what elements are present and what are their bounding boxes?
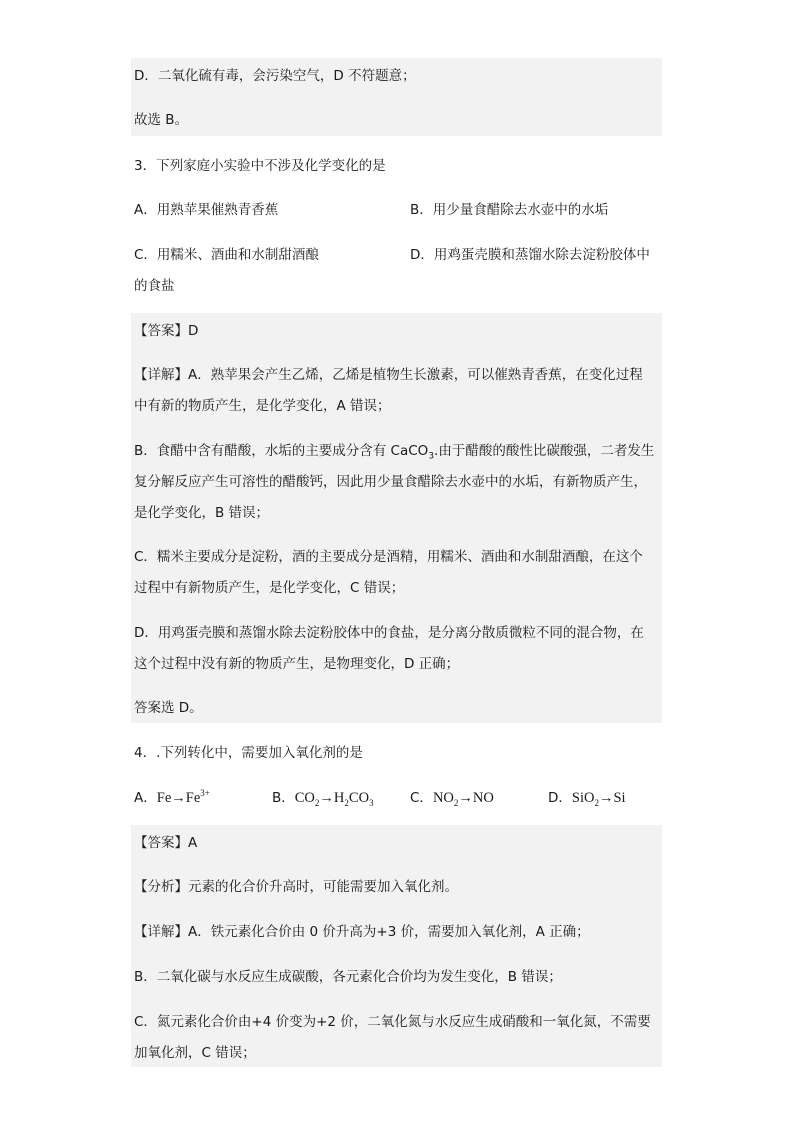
q3-detail-b-line3: 是化学变化，B 错误； bbox=[134, 505, 270, 521]
q3-detail-d-line1: D．用鸡蛋壳膜和蒸馏水除去淀粉胶体中的食盐，是分离分散质微粒不同的混合物，在 bbox=[134, 625, 644, 641]
q3-option-a: A．用熟苹果催熟青香蕉 bbox=[134, 202, 279, 218]
q4-option-b: B．$CO_2\to H_2CO_3$ bbox=[272, 790, 374, 808]
q3-detail-c-line1: C．糯米主要成分是淀粉，酒的主要成分是酒精，用糯米、酒曲和水制甜酒酿，在这个 bbox=[134, 549, 643, 565]
previous-option-d-explanation: D．二氧化硫有毒，会污染空气，D 不符题意； bbox=[134, 68, 416, 84]
q3-option-b: B．用少量食醋除去水壶中的水垢 bbox=[410, 202, 609, 218]
q3-detail-b-line1: B．食醋中含有醋酸，水垢的主要成分含有 CaCO$_3$.由于醋酸的酸性比碳酸强，二者发生 bbox=[134, 443, 655, 462]
q3-detail-a-line2: 中有新的物质产生，是化学变化，A 错误； bbox=[134, 398, 391, 414]
q3-answer: 【答案】D bbox=[134, 323, 199, 339]
q4-option-a: A．$Fe\to Fe^{3+}$ bbox=[134, 788, 210, 806]
q3-detail-b-line2: 复分解反应产生可溶性的醋酸钙，因此用少量食醋除去水壶中的水垢，有新物质产生， bbox=[134, 474, 647, 490]
previous-conclusion: 故选 B。 bbox=[134, 112, 189, 128]
q3-detail-c-line2: 过程中有新物质产生，是化学变化，C 错误； bbox=[134, 580, 405, 596]
q4-detail-b: B．二氧化碳与水反应生成碳酸，各元素化合价均为发生变化，B 错误； bbox=[134, 969, 562, 985]
q4-option-c: C．$NO_2\to NO$ bbox=[410, 790, 494, 808]
q3-option-c: C．用糯米、酒曲和水制甜酒酿 bbox=[134, 247, 319, 263]
q4-detail-a: 【详解】A．铁元素化合价由 0 价升高为+3 价，需要加入氧化剂，A 正确； bbox=[134, 924, 590, 940]
q4-analysis: 【分析】元素的化合价升高时，可能需要加入氧化剂。 bbox=[134, 879, 458, 895]
q3-detail-a-line1: 【详解】A．熟苹果会产生乙烯，乙烯是植物生长激素，可以催熟青香蕉，在变化过程 bbox=[134, 367, 643, 383]
q3-option-d: D．用鸡蛋壳膜和蒸馏水除去淀粉胶体中 bbox=[410, 247, 650, 263]
q3-stem: 3．下列家庭小实验中不涉及化学变化的是 bbox=[134, 158, 386, 174]
q3-conclusion: 答案选 D。 bbox=[134, 700, 203, 716]
q4-answer: 【答案】A bbox=[134, 835, 198, 851]
q3-detail-d-line2: 这个过程中没有新的物质产生，是物理变化，D 正确； bbox=[134, 656, 460, 672]
q4-option-d: D．SiO$_2$→Si bbox=[548, 790, 626, 808]
q4-stem: 4．.下列转化中，需要加入氧化剂的是 bbox=[134, 745, 363, 761]
q4-detail-c-line1: C．氮元素化合价由+4 价变为+2 价，二氧化氮与水反应生成硝酸和一氧化氮，不需要 bbox=[134, 1014, 651, 1030]
q3-option-d-continued: 的食盐 bbox=[134, 278, 175, 294]
q4-detail-c-line2: 加氧化剂，C 错误； bbox=[134, 1045, 256, 1061]
